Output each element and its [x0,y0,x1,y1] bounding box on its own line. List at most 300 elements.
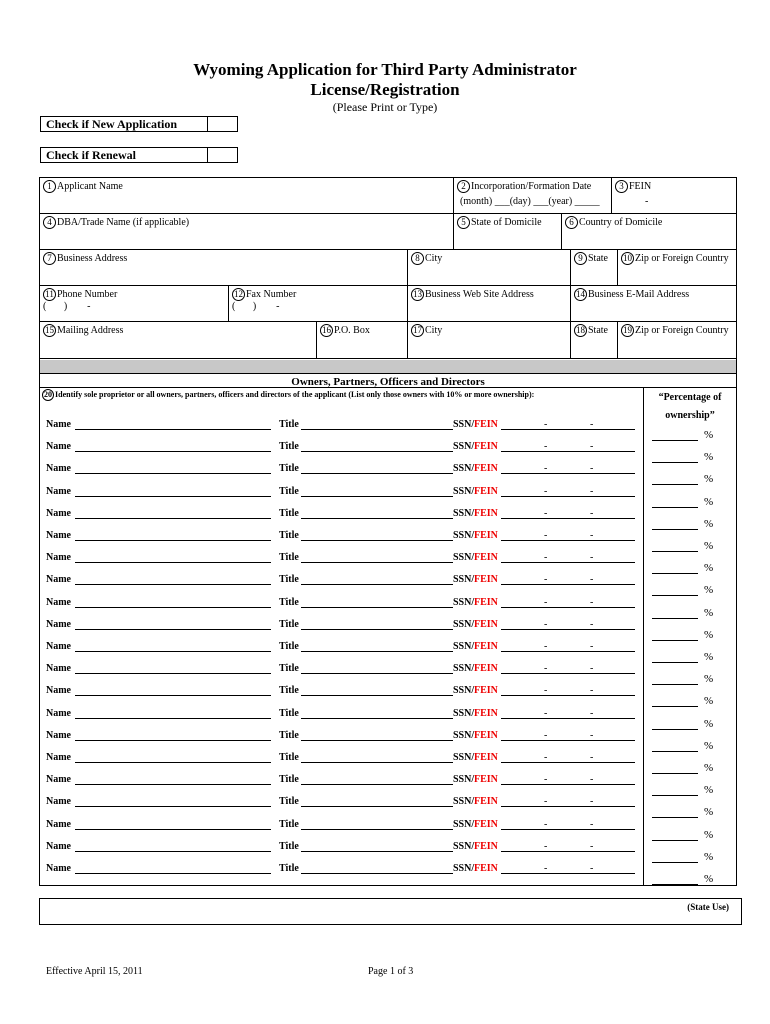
percent-symbol: % [704,806,714,818]
title-input-line[interactable] [301,819,453,830]
percentage-input-line[interactable] [652,562,698,574]
title-input-line[interactable] [301,552,453,563]
field-label: P.O. Box [334,325,370,336]
title-input-line[interactable] [301,730,453,741]
percentage-input-line[interactable] [652,473,698,485]
name-label: Name [46,685,71,696]
ssn-fein-input-line[interactable] [501,641,635,652]
title-label: Title [279,841,299,852]
percentage-row [652,851,722,865]
field-number-badge: 19 [623,325,632,335]
percentage-row [652,629,722,643]
fein-label: FEIN [474,819,498,830]
ssn-dash: - [544,419,548,430]
percentage-input-line[interactable] [652,695,698,707]
ssn-dash: - [590,796,594,807]
ssn-dash: - [544,641,548,652]
field-mailing-address[interactable] [40,322,317,359]
fein-label: FEIN [474,663,498,674]
title-label: Title [279,552,299,563]
check-new-application-label: Check if New Application [40,116,208,132]
ssn-dash: - [544,463,548,474]
form-title-line2: License/Registration [310,80,460,99]
percentage-input-line[interactable] [652,629,698,641]
ssn-dash: - [544,819,548,830]
title-label: Title [279,486,299,497]
name-input-line[interactable] [75,619,271,630]
ssn-dash: - [590,419,594,430]
field-label: Country of Domicile [579,217,663,228]
ssn-dash: - [544,441,548,452]
percent-symbol: % [704,451,714,463]
owner-row [46,486,638,500]
name-input-line[interactable] [75,597,271,608]
owner-row [46,685,638,699]
name-label: Name [46,663,71,674]
percent-symbol: % [704,518,714,530]
field-label: Incorporation/Formation Date [471,181,592,192]
name-label: Name [46,774,71,785]
percentage-row [652,473,722,487]
percentage-row [652,673,722,687]
percentage-row [652,740,722,754]
name-label: Name [46,530,71,541]
title-input-line[interactable] [301,796,453,807]
percentage-row [652,607,722,621]
name-label: Name [46,419,71,430]
check-new-application-box[interactable] [207,116,238,132]
owners-instruction [42,389,642,401]
title-label: Title [279,774,299,785]
title-label: Title [279,597,299,608]
name-input-line[interactable] [75,841,271,852]
ssn-label: SSN/ [453,619,475,630]
field-business-zip[interactable] [618,250,736,286]
percent-symbol: % [704,762,714,774]
title-input-line[interactable] [301,863,453,874]
title-input-line[interactable] [301,685,453,696]
ssn-dash: - [590,641,594,652]
field-label: Mailing Address [57,325,124,336]
field-number-badge: 3 [615,180,628,193]
ssn-fein-input-line[interactable] [501,663,635,674]
ssn-label: SSN/ [453,663,475,674]
percentage-input-line[interactable] [652,651,698,663]
field-business-city[interactable] [408,250,571,286]
ssn-dash: - [544,708,548,719]
field-label: Phone Number [57,289,118,300]
percentage-row [652,518,722,532]
title-input-line[interactable] [301,841,453,852]
name-label: Name [46,641,71,652]
ssn-fein-input-line[interactable] [501,774,635,785]
title-label: Title [279,663,299,674]
ssn-dash: - [590,619,594,630]
fein-label: FEIN [474,841,498,852]
ssn-fein-input-line[interactable] [501,752,635,763]
name-input-line[interactable] [75,441,271,452]
ssn-dash: - [544,663,548,674]
ssn-label: SSN/ [453,419,475,430]
fein-label: FEIN [474,685,498,696]
check-renewal-box[interactable] [207,147,238,163]
ssn-fein-input-line[interactable] [501,708,635,719]
name-label: Name [46,508,71,519]
fein-label: FEIN [474,463,498,474]
title-label: Title [279,530,299,541]
name-label: Name [46,574,71,585]
title-input-line[interactable] [301,619,453,630]
percentage-input-line[interactable] [652,851,698,863]
ssn-dash: - [544,508,548,519]
fein-label: FEIN [474,508,498,519]
percentage-row [652,562,722,576]
ssn-dash: - [590,441,594,452]
ssn-fein-input-line[interactable] [501,619,635,630]
percent-symbol: % [704,673,714,685]
field-number-badge: 8 [411,252,424,265]
ssn-label: SSN/ [453,441,475,452]
owner-row [46,863,638,877]
name-label: Name [46,441,71,452]
field-number-badge: 5 [457,216,470,229]
form-title-line1: Wyoming Application for Third Party Administrator [193,60,577,79]
name-input-line[interactable] [75,641,271,652]
ssn-dash: - [590,730,594,741]
name-label: Name [46,552,71,563]
ssn-dash: - [590,685,594,696]
field-number-badge: 14 [576,289,585,299]
ssn-fein-input-line[interactable] [501,441,635,452]
field-country-of-domicile[interactable] [562,214,736,250]
field-number-badge: 2 [457,180,470,193]
ssn-dash: - [544,730,548,741]
title-label: Title [279,441,299,452]
owner-row [46,508,638,522]
percentage-input-line[interactable] [652,496,698,508]
title-input-line[interactable] [301,441,453,452]
percent-symbol: % [704,851,714,863]
percent-symbol: % [704,873,714,885]
percent-symbol: % [704,651,714,663]
name-input-line[interactable] [75,552,271,563]
title-input-line[interactable] [301,752,453,763]
ssn-label: SSN/ [453,552,475,563]
ssn-fein-input-line[interactable] [501,819,635,830]
field-label: State of Domicile [471,217,542,228]
ssn-label: SSN/ [453,796,475,807]
ssn-fein-input-line[interactable] [501,419,635,430]
percent-symbol: % [704,718,714,730]
field-fein[interactable] [612,178,736,214]
ssn-label: SSN/ [453,685,475,696]
name-input-line[interactable] [75,486,271,497]
form-subtitle: (Please Print or Type) [332,100,438,114]
name-input-line[interactable] [75,730,271,741]
ssn-label: SSN/ [453,819,475,830]
name-label: Name [46,619,71,630]
ssn-label: SSN/ [453,730,475,741]
title-input-line[interactable] [301,663,453,674]
field-label: Fax Number [246,289,297,300]
percentage-column-divider [643,387,644,885]
name-input-line[interactable] [75,708,271,719]
percentage-input-line[interactable] [652,673,698,685]
ssn-dash: - [590,530,594,541]
percentage-row [652,829,722,843]
owner-row [46,597,638,611]
ssn-label: SSN/ [453,641,475,652]
title-label: Title [279,508,299,519]
title-input-line[interactable] [301,597,453,608]
fein-label: FEIN [474,863,498,874]
name-input-line[interactable] [75,574,271,585]
ssn-fein-input-line[interactable] [501,730,635,741]
name-label: Name [46,463,71,474]
title-label: Title [279,863,299,874]
title-label: Title [279,419,299,430]
field-email-address[interactable] [571,286,736,322]
ssn-dash: - [590,752,594,763]
name-input-line[interactable] [75,663,271,674]
percentage-input-line[interactable] [652,718,698,730]
title-input-line[interactable] [301,708,453,719]
percent-symbol: % [704,429,714,441]
ssn-fein-input-line[interactable] [501,508,635,519]
ssn-label: SSN/ [453,530,475,541]
percent-symbol: % [704,784,714,796]
title-input-line[interactable] [301,419,453,430]
ssn-dash: - [544,574,548,585]
date-format-hint: (month) ___(day) ___(year) _____ [460,196,600,207]
name-label: Name [46,841,71,852]
field-number-badge: 1 [43,180,56,193]
percentage-row [652,762,722,776]
percentage-input-line[interactable] [652,451,698,463]
fein-label: FEIN [474,619,498,630]
fein-label: FEIN [474,530,498,541]
percentage-row [652,496,722,510]
name-label: Name [46,819,71,830]
field-number-badge: 10 [623,253,632,263]
check-renewal-label: Check if Renewal [40,147,208,163]
ssn-fein-input-line[interactable] [501,530,635,541]
field-label: Zip or Foreign Country [635,325,729,336]
fein-label: FEIN [474,641,498,652]
title-input-line[interactable] [301,530,453,541]
field-applicant-name[interactable] [40,178,454,214]
title-label: Title [279,685,299,696]
ssn-fein-input-line[interactable] [501,552,635,563]
percentage-input-line[interactable] [652,429,698,441]
field-mailing-zip[interactable] [618,322,736,359]
owners-section-heading: Owners, Partners, Officers and Directors [291,376,485,388]
percent-symbol: % [704,473,714,485]
percentage-input-line[interactable] [652,762,698,774]
name-label: Name [46,752,71,763]
fein-label: FEIN [474,574,498,585]
ssn-fein-input-line[interactable] [501,597,635,608]
ssn-dash: - [544,486,548,497]
ssn-dash: - [590,663,594,674]
owner-row [46,419,638,433]
percentage-row [652,695,722,709]
name-input-line[interactable] [75,685,271,696]
title-input-line[interactable] [301,641,453,652]
field-number-badge: 11 [43,288,56,301]
field-label: City [425,325,443,336]
title-input-line[interactable] [301,574,453,585]
name-label: Name [46,796,71,807]
percentage-input-line[interactable] [652,540,698,552]
percentage-input-line[interactable] [652,584,698,596]
percent-symbol: % [704,584,714,596]
percentage-input-line[interactable] [652,829,698,841]
name-input-line[interactable] [75,419,271,430]
ssn-fein-input-line[interactable] [501,685,635,696]
percentage-input-line[interactable] [652,740,698,752]
field-fax-number[interactable] [229,286,408,322]
ssn-dash: - [590,597,594,608]
name-input-line[interactable] [75,752,271,763]
ssn-fein-input-line[interactable] [501,841,635,852]
percentage-header-line2: ownership” [665,410,715,421]
ssn-dash: - [544,752,548,763]
ssn-fein-input-line[interactable] [501,486,635,497]
owner-row [46,663,638,677]
percent-symbol: % [704,496,714,508]
state-use-label: (State Use) [687,902,729,912]
field-state-of-domicile[interactable] [454,214,562,250]
fein-label: FEIN [474,730,498,741]
percent-symbol: % [704,562,714,574]
owners-instruction-text: Identify sole proprietor or all owners, partners, officers and directors of the applicant (List only those owners with 10% or more ownership): [55,389,535,399]
ssn-dash: - [544,796,548,807]
percentage-row [652,718,722,732]
ssn-fein-input-line[interactable] [501,574,635,585]
title-input-line[interactable] [301,486,453,497]
field-number-badge: 15 [45,325,54,335]
owner-row [46,552,638,566]
owner-row [46,641,638,655]
owner-row [46,708,638,722]
ssn-label: SSN/ [453,463,475,474]
name-input-line[interactable] [75,463,271,474]
name-input-line[interactable] [75,530,271,541]
percentage-input-line[interactable] [652,518,698,530]
fein-label: FEIN [474,597,498,608]
field-business-address[interactable] [40,250,408,286]
percentage-header-line1: “Percentage of [658,392,722,403]
name-label: Name [46,730,71,741]
ssn-label: SSN/ [453,574,475,585]
name-input-line[interactable] [75,819,271,830]
percentage-row [652,429,722,443]
ssn-dash: - [590,508,594,519]
ssn-dash: - [590,486,594,497]
name-input-line[interactable] [75,508,271,519]
fein-label: FEIN [474,552,498,563]
ssn-dash: - [590,463,594,474]
field-number-badge: 16 [322,325,331,335]
field-po-box[interactable] [317,322,408,359]
phone-format-hint: ( ) - [43,301,91,312]
percentage-input-line[interactable] [652,784,698,796]
field-label: DBA/Trade Name (if applicable) [57,217,190,228]
percentage-row [652,540,722,554]
ssn-label: SSN/ [453,752,475,763]
field-business-state[interactable] [571,250,618,286]
percentage-input-line[interactable] [652,806,698,818]
ssn-fein-input-line[interactable] [501,463,635,474]
percent-symbol: % [704,740,714,752]
field-number-badge: 17 [413,325,422,335]
field-label: City [425,253,443,264]
name-input-line[interactable] [75,796,271,807]
fein-label: FEIN [474,752,498,763]
fax-format-hint: ( ) - [232,301,280,312]
field-web-site-address[interactable] [408,286,571,322]
title-input-line[interactable] [301,774,453,785]
title-label: Title [279,752,299,763]
title-label: Title [279,641,299,652]
ssn-fein-input-line[interactable] [501,863,635,874]
ssn-dash: - [590,552,594,563]
fein-label: FEIN [474,441,498,452]
field-label: Applicant Name [57,181,123,192]
field-number-badge: 9 [574,252,587,265]
fein-label: FEIN [474,774,498,785]
state-use-box [39,898,742,925]
title-input-line[interactable] [301,508,453,519]
owner-row [46,463,638,477]
ssn-dash: - [590,863,594,874]
percentage-row [652,651,722,665]
percentage-input-line[interactable] [652,607,698,619]
ssn-label: SSN/ [453,708,475,719]
ssn-dash: - [544,841,548,852]
field-incorporation-date[interactable] [454,178,612,214]
field-number-badge: 7 [43,252,56,265]
name-input-line[interactable] [75,774,271,785]
name-label: Name [46,708,71,719]
footer-effective-date: Effective April 15, 2011 [46,966,143,977]
fein-label: FEIN [474,419,498,430]
percentage-row [652,584,722,598]
field-label: Business Address [57,253,128,264]
field-mailing-state[interactable] [571,322,618,359]
title-input-line[interactable] [301,463,453,474]
ssn-dash: - [544,552,548,563]
ssn-dash: - [544,530,548,541]
owner-row [46,574,638,588]
field-mailing-city[interactable] [408,322,571,359]
field-label: Business Web Site Address [425,289,534,300]
field-dba-trade-name[interactable] [40,214,454,250]
title-label: Title [279,730,299,741]
fein-dash: - [645,196,649,207]
percent-symbol: % [704,829,714,841]
ssn-dash: - [590,708,594,719]
field-phone-number[interactable] [40,286,229,322]
percentage-input-line[interactable] [652,873,698,885]
percent-symbol: % [704,629,714,641]
owner-row [46,819,638,833]
field-number-badge: 20 [44,390,52,399]
name-input-line[interactable] [75,863,271,874]
ssn-fein-input-line[interactable] [501,796,635,807]
field-number-badge: 4 [43,216,56,229]
